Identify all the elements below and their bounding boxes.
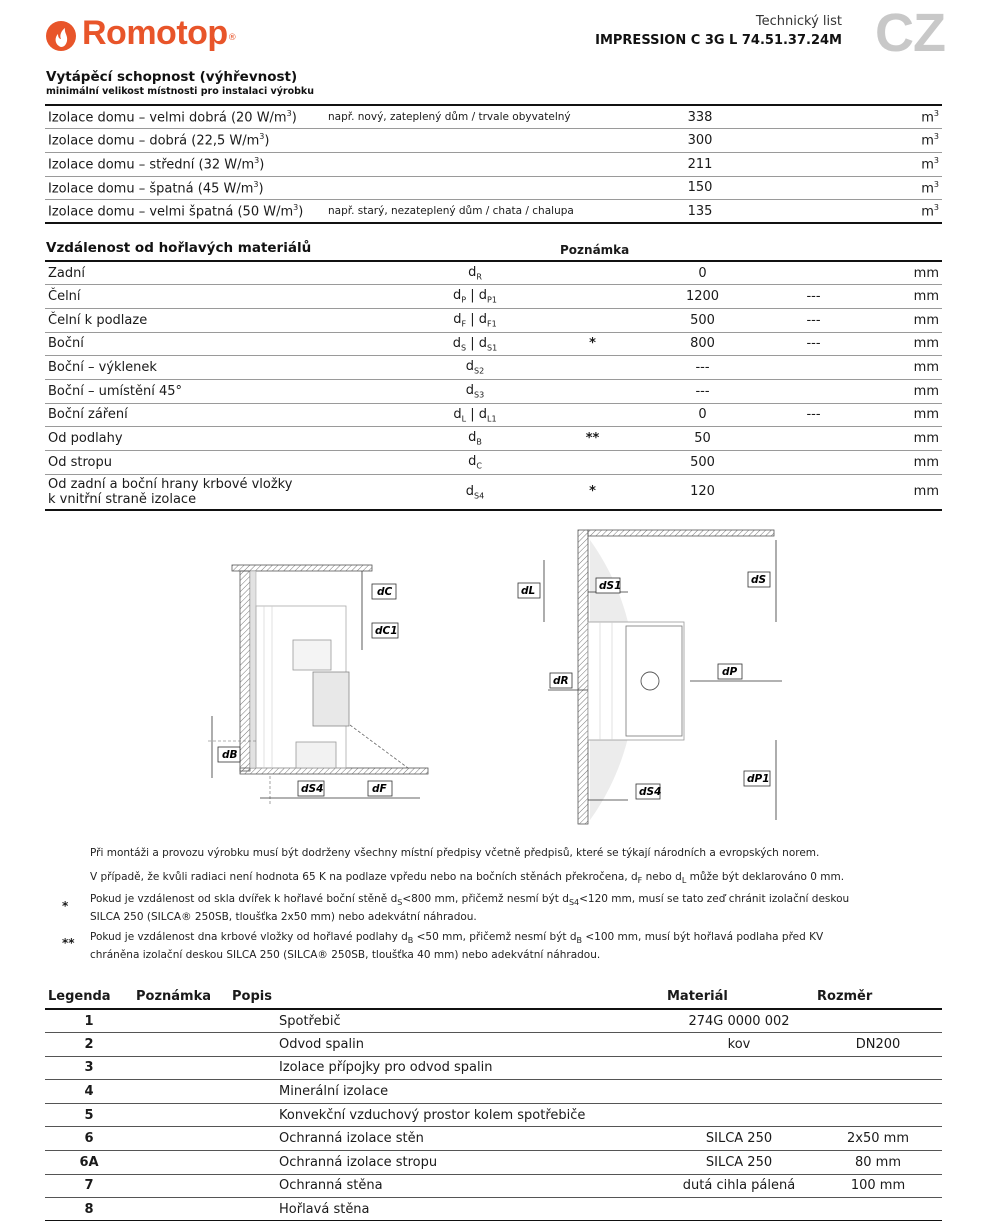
sym: d bbox=[453, 311, 462, 327]
heating-label: Izolace domu – dobrá (22,5 W/m bbox=[48, 133, 260, 149]
sym-sub: S3 bbox=[474, 390, 485, 400]
heating-value: 300 bbox=[655, 129, 745, 153]
distance-row bbox=[45, 308, 942, 332]
romotop-logo bbox=[44, 14, 237, 53]
legend-id: 7 bbox=[45, 1174, 133, 1198]
distance-label-line: Od zadní a boční hrany krbové vložky bbox=[48, 476, 293, 492]
legend-material: 274G 0000 002 bbox=[664, 1009, 814, 1033]
legend-material: SILCA 250 bbox=[664, 1151, 814, 1175]
flame-icon bbox=[44, 15, 78, 53]
unit-base: m bbox=[921, 204, 934, 220]
brand-registered: ® bbox=[227, 32, 237, 43]
distance-unit: mm bbox=[882, 427, 942, 451]
distance-unit: mm bbox=[882, 308, 942, 332]
sym-sub: F bbox=[461, 319, 467, 329]
legend-desc: Ochranná izolace stěn bbox=[229, 1127, 664, 1151]
distance-unit: mm bbox=[882, 403, 942, 427]
legend-size: 100 mm bbox=[814, 1174, 942, 1198]
tag-ds4-top: dS4 bbox=[639, 786, 662, 798]
legend-desc: Minerální izolace bbox=[229, 1080, 664, 1104]
heating-unit bbox=[745, 152, 942, 176]
distance-extra bbox=[745, 427, 882, 451]
distance-label: Boční – výklenek bbox=[45, 356, 425, 380]
top-view bbox=[518, 530, 782, 824]
legend-col-material: Materiál bbox=[664, 985, 814, 1009]
distance-unit: mm bbox=[882, 261, 942, 285]
distance-star: ** bbox=[525, 427, 660, 451]
sym: d bbox=[468, 430, 477, 446]
legend-row bbox=[45, 1174, 942, 1198]
sym: d bbox=[468, 454, 477, 470]
unit-base: m bbox=[921, 133, 934, 149]
distance-extra bbox=[745, 356, 882, 380]
sym2-sub: S1 bbox=[487, 343, 498, 353]
legend-col-id: Legenda bbox=[45, 985, 133, 1009]
document-info bbox=[595, 14, 842, 48]
unit-exp: 3 bbox=[286, 108, 292, 118]
sym2: d bbox=[478, 288, 488, 304]
note-general: Při montáži a provozu výrobku musí být dodrženy všechny místní předpisy včetně předpisů, které se týkají národních a evropských norem. bbox=[90, 847, 820, 859]
distance-unit: mm bbox=[882, 474, 942, 510]
note-star-2: Pokud je vzdálenost dna krbové vložky od hořlavé podlahy $d_B <50$ mm, přičemž nesmí být $d_B <100$ mm, musí být hořlavá podlaha před KV chráněna izolační deskou SILCA 250 (SILCA® 250SB, tloušťka 40 mm) nebo adekvátní náhradou. bbox=[90, 931, 824, 962]
legend-note bbox=[133, 1080, 229, 1104]
unit-exp: 3 bbox=[933, 156, 939, 166]
legend-id: 6A bbox=[45, 1151, 133, 1175]
heating-value: 211 bbox=[655, 152, 745, 176]
distance-extra bbox=[745, 474, 882, 510]
legend-desc: Hořlavá stěna bbox=[229, 1198, 664, 1221]
legend-col-size: Rozměr bbox=[814, 985, 942, 1009]
distance-symbol bbox=[425, 379, 525, 403]
distance-row bbox=[45, 427, 942, 451]
sym2: d bbox=[478, 406, 488, 422]
unit-exp: 3 bbox=[293, 203, 299, 213]
distance-label: Čelní k podlaze bbox=[45, 308, 425, 332]
heating-label: Izolace domu – střední (32 W/m bbox=[48, 157, 255, 173]
legend-id: 8 bbox=[45, 1198, 133, 1221]
sym-sub: P bbox=[461, 295, 467, 305]
legend-size bbox=[814, 1009, 942, 1033]
distance-value: 500 bbox=[660, 451, 745, 475]
distance-label: Boční – umístění 45° bbox=[45, 379, 425, 403]
legend-material: SILCA 250 bbox=[664, 1127, 814, 1151]
legend-row bbox=[45, 1127, 942, 1151]
tag-ds1: dS1 bbox=[599, 580, 622, 592]
legend-material: dutá cihla pálená bbox=[664, 1174, 814, 1198]
sym-sub: S4 bbox=[474, 491, 485, 501]
legend-desc: Ochranná izolace stropu bbox=[229, 1151, 664, 1175]
heating-unit bbox=[745, 105, 942, 129]
star-double: ** bbox=[62, 936, 75, 950]
legend-note bbox=[133, 1127, 229, 1151]
legend-material bbox=[664, 1056, 814, 1080]
heating-note: např. starý, nezateplený dům / chata / chalupa bbox=[325, 200, 655, 224]
distance-label bbox=[45, 474, 425, 510]
distance-value: 0 bbox=[660, 403, 745, 427]
distance-label-line: k vnitřní straně izolace bbox=[48, 491, 197, 507]
sym: d bbox=[453, 288, 462, 304]
unit-exp: 3 bbox=[259, 132, 265, 142]
distance-star bbox=[525, 403, 660, 427]
heating-label: Izolace domu – špatná (45 W/m bbox=[48, 181, 254, 197]
distance-star bbox=[525, 451, 660, 475]
heating-row bbox=[45, 105, 942, 129]
sym: d bbox=[465, 483, 475, 499]
unit-exp: 3 bbox=[933, 179, 939, 189]
legend-row bbox=[45, 1103, 942, 1127]
distance-star: * bbox=[525, 332, 660, 356]
note-star-1: Pokud je vzdálenost od skla dvířek k hořlavé boční stěně $d_S<800$ mm, přičemž nesmí být $d_{S4}<120$ mm, musí se tato zeď chránit izolační deskou SILCA 250 (SILCA® 250SB, tloušťka 2x50 mm) nebo adekvátní náhradou. bbox=[90, 893, 850, 924]
unit-base: m bbox=[921, 157, 934, 173]
distance-star: * bbox=[525, 474, 660, 510]
heating-row bbox=[45, 176, 942, 200]
legend-desc: Odvod spalin bbox=[229, 1033, 664, 1057]
legend-id: 1 bbox=[45, 1009, 133, 1033]
legend-material: kov bbox=[664, 1033, 814, 1057]
language-code: CZ bbox=[875, 3, 945, 63]
distance-unit: mm bbox=[882, 332, 942, 356]
legend-row bbox=[45, 1009, 942, 1033]
distance-symbol bbox=[425, 474, 525, 510]
sym: d bbox=[465, 382, 475, 398]
legend-col-note: Poznámka bbox=[133, 985, 229, 1009]
distance-symbol: $d_L$ | $d_{L1}$ bbox=[425, 403, 525, 427]
distance-star bbox=[525, 308, 660, 332]
note-radiation: V případě, že kvůli radiaci není hodnota 65 K na podlaze vpředu nebo na bočních stěnách překročena, $d_F$ nebo $d_L$ může být deklarováno 0 mm. bbox=[90, 871, 845, 886]
distance-symbol: $d_P$ | $d_{P1}$ bbox=[425, 285, 525, 309]
legend-row bbox=[45, 1198, 942, 1221]
unit-exp: 3 bbox=[933, 203, 939, 213]
heating-note bbox=[325, 176, 655, 200]
heating-row bbox=[45, 129, 942, 153]
unit-base: m bbox=[921, 110, 934, 126]
sym-sub: R bbox=[476, 272, 482, 282]
heating-label: Izolace domu – velmi dobrá (20 W/m bbox=[48, 110, 287, 126]
distance-value: 50 bbox=[660, 427, 745, 451]
distance-value: 120 bbox=[660, 474, 745, 510]
brand-name: Romotop bbox=[82, 14, 228, 52]
tag-dc: dC bbox=[377, 586, 393, 598]
distance-value: 800 bbox=[660, 332, 745, 356]
heating-label-cell: Izolace domu – velmi dobrá (20 $W/m^3$) bbox=[45, 105, 325, 129]
sym: d bbox=[452, 335, 462, 351]
distance-row bbox=[45, 285, 942, 309]
legend-desc: Ochranná stěna bbox=[229, 1174, 664, 1198]
distances-table bbox=[45, 260, 942, 511]
heating-label-cell: Izolace domu – velmi špatná (50 $W/m^3$) bbox=[45, 200, 325, 224]
heating-value: 338 bbox=[655, 105, 745, 129]
sym-sub: S bbox=[461, 343, 467, 353]
distance-symbol bbox=[425, 356, 525, 380]
distance-row bbox=[45, 451, 942, 475]
legend-size bbox=[814, 1103, 942, 1127]
distance-symbol: $d_F$ | $d_{F1}$ bbox=[425, 308, 525, 332]
distance-extra: --- bbox=[745, 308, 882, 332]
tag-ds: dS bbox=[751, 574, 767, 586]
distance-star bbox=[525, 261, 660, 285]
heating-row bbox=[45, 200, 942, 224]
distance-row bbox=[45, 261, 942, 285]
heating-unit bbox=[745, 176, 942, 200]
distance-unit: mm bbox=[882, 379, 942, 403]
legend-note bbox=[133, 1174, 229, 1198]
distance-star bbox=[525, 379, 660, 403]
side-view bbox=[208, 565, 428, 804]
sym2: d bbox=[478, 335, 488, 351]
legend-material bbox=[664, 1080, 814, 1104]
distance-extra: --- bbox=[745, 332, 882, 356]
sym: d bbox=[468, 264, 477, 280]
distance-unit: mm bbox=[882, 285, 942, 309]
distance-unit: mm bbox=[882, 451, 942, 475]
distances-title: Vzdálenost od hořlavých materiálů bbox=[46, 240, 312, 256]
distance-symbol: $d_S$ | $d_{S1}$ bbox=[425, 332, 525, 356]
legend-size bbox=[814, 1080, 942, 1104]
distance-value: --- bbox=[660, 356, 745, 380]
star-single: * bbox=[62, 899, 69, 913]
heating-label-cell: Izolace domu – střední (32 $W/m^3$) bbox=[45, 152, 325, 176]
unit-base: m bbox=[921, 181, 934, 197]
legend-size: 2x50 mm bbox=[814, 1127, 942, 1151]
heating-note bbox=[325, 129, 655, 153]
legend-note bbox=[133, 1009, 229, 1033]
distance-star bbox=[525, 285, 660, 309]
legend-col-desc: Popis bbox=[229, 985, 664, 1009]
tag-dc1: dC1 bbox=[375, 625, 398, 637]
distance-label: Boční bbox=[45, 332, 425, 356]
heating-value: 150 bbox=[655, 176, 745, 200]
heating-row bbox=[45, 152, 942, 176]
distance-symbol bbox=[425, 261, 525, 285]
sym2-sub: P1 bbox=[487, 295, 497, 305]
heating-note: např. nový, zateplený dům / trvale obyvatelný bbox=[325, 105, 655, 129]
distance-symbol bbox=[425, 451, 525, 475]
distance-row bbox=[45, 332, 942, 356]
legend-desc: Izolace přípojky pro odvod spalin bbox=[229, 1056, 664, 1080]
legend-note bbox=[133, 1056, 229, 1080]
heating-note bbox=[325, 152, 655, 176]
tag-dp1: dP1 bbox=[747, 773, 770, 785]
distance-extra bbox=[745, 261, 882, 285]
distance-value: 0 bbox=[660, 261, 745, 285]
distance-row bbox=[45, 379, 942, 403]
doc-label: Technický list bbox=[755, 14, 842, 29]
legend-note bbox=[133, 1103, 229, 1127]
legend-note bbox=[133, 1151, 229, 1175]
heating-table bbox=[45, 104, 942, 224]
heating-unit bbox=[745, 200, 942, 224]
distance-label: Od podlahy bbox=[45, 427, 425, 451]
tag-ds4: dS4 bbox=[301, 783, 324, 795]
unit-exp: 3 bbox=[933, 132, 939, 142]
sym-sub: S2 bbox=[474, 366, 485, 376]
legend-size bbox=[814, 1056, 942, 1080]
legend-size: DN200 bbox=[814, 1033, 942, 1057]
legend-note bbox=[133, 1198, 229, 1221]
distance-row bbox=[45, 356, 942, 380]
sym: d bbox=[453, 406, 462, 422]
legend-size bbox=[814, 1198, 942, 1221]
legend-material bbox=[664, 1103, 814, 1127]
distance-label: Zadní bbox=[45, 261, 425, 285]
legend-note bbox=[133, 1033, 229, 1057]
heating-value: 135 bbox=[655, 200, 745, 224]
heating-title: Vytápěcí schopnost (výhřevnost) bbox=[46, 69, 298, 85]
unit-exp: 3 bbox=[253, 179, 259, 189]
tag-db: dB bbox=[222, 749, 238, 761]
tag-df: dF bbox=[372, 783, 387, 795]
distance-row bbox=[45, 403, 942, 427]
tag-dp: dP bbox=[722, 666, 738, 678]
distance-value: 500 bbox=[660, 308, 745, 332]
sym-sub: C bbox=[476, 461, 482, 471]
distance-symbol bbox=[425, 427, 525, 451]
heating-label: Izolace domu – velmi špatná (50 W/m bbox=[48, 204, 294, 220]
unit-exp: 3 bbox=[254, 156, 260, 166]
sym2: d bbox=[478, 311, 488, 327]
distance-extra: --- bbox=[745, 285, 882, 309]
legend-row bbox=[45, 1080, 942, 1104]
distance-value: --- bbox=[660, 379, 745, 403]
distance-label: Od stropu bbox=[45, 451, 425, 475]
sym2-sub: L1 bbox=[487, 414, 497, 424]
legend-id: 2 bbox=[45, 1033, 133, 1057]
distance-unit: mm bbox=[882, 356, 942, 380]
distance-label: Čelní bbox=[45, 285, 425, 309]
tag-dl: dL bbox=[521, 585, 536, 597]
distance-value: 1200 bbox=[660, 285, 745, 309]
legend-id: 5 bbox=[45, 1103, 133, 1127]
sym-sub: L bbox=[461, 414, 467, 424]
sym-sub: B bbox=[476, 437, 482, 447]
legend-material bbox=[664, 1198, 814, 1221]
sym: d bbox=[465, 359, 475, 375]
legend-row bbox=[45, 1033, 942, 1057]
distance-extra: --- bbox=[745, 403, 882, 427]
legend-id: 4 bbox=[45, 1080, 133, 1104]
heating-subtitle: minimální velikost místnosti pro instalaci výrobku bbox=[46, 86, 314, 97]
heating-label-cell: Izolace domu – dobrá (22,5 $W/m^3$) bbox=[45, 129, 325, 153]
distance-extra bbox=[745, 451, 882, 475]
unit-exp: 3 bbox=[933, 108, 939, 118]
installation-diagram bbox=[0, 520, 989, 830]
legend-row bbox=[45, 1056, 942, 1080]
heating-unit bbox=[745, 129, 942, 153]
distance-row bbox=[45, 474, 942, 510]
distance-extra bbox=[745, 379, 882, 403]
heating-label-cell: Izolace domu – špatná (45 $W/m^3$) bbox=[45, 176, 325, 200]
legend-row bbox=[45, 1151, 942, 1175]
legend-id: 3 bbox=[45, 1056, 133, 1080]
tag-dr: dR bbox=[553, 675, 569, 687]
note-header: Poznámka bbox=[560, 243, 630, 257]
distance-star bbox=[525, 356, 660, 380]
model-name: IMPRESSION C 3G L 74.51.37.24M bbox=[595, 33, 842, 48]
legend-table bbox=[45, 985, 942, 1221]
sym2-sub: F1 bbox=[487, 319, 497, 329]
legend-size: 80 mm bbox=[814, 1151, 942, 1175]
legend-id: 6 bbox=[45, 1127, 133, 1151]
distance-label: Boční záření bbox=[45, 403, 425, 427]
legend-desc: Konvekční vzduchový prostor kolem spotřebiče bbox=[229, 1103, 664, 1127]
legend-desc: Spotřebič bbox=[229, 1009, 664, 1033]
